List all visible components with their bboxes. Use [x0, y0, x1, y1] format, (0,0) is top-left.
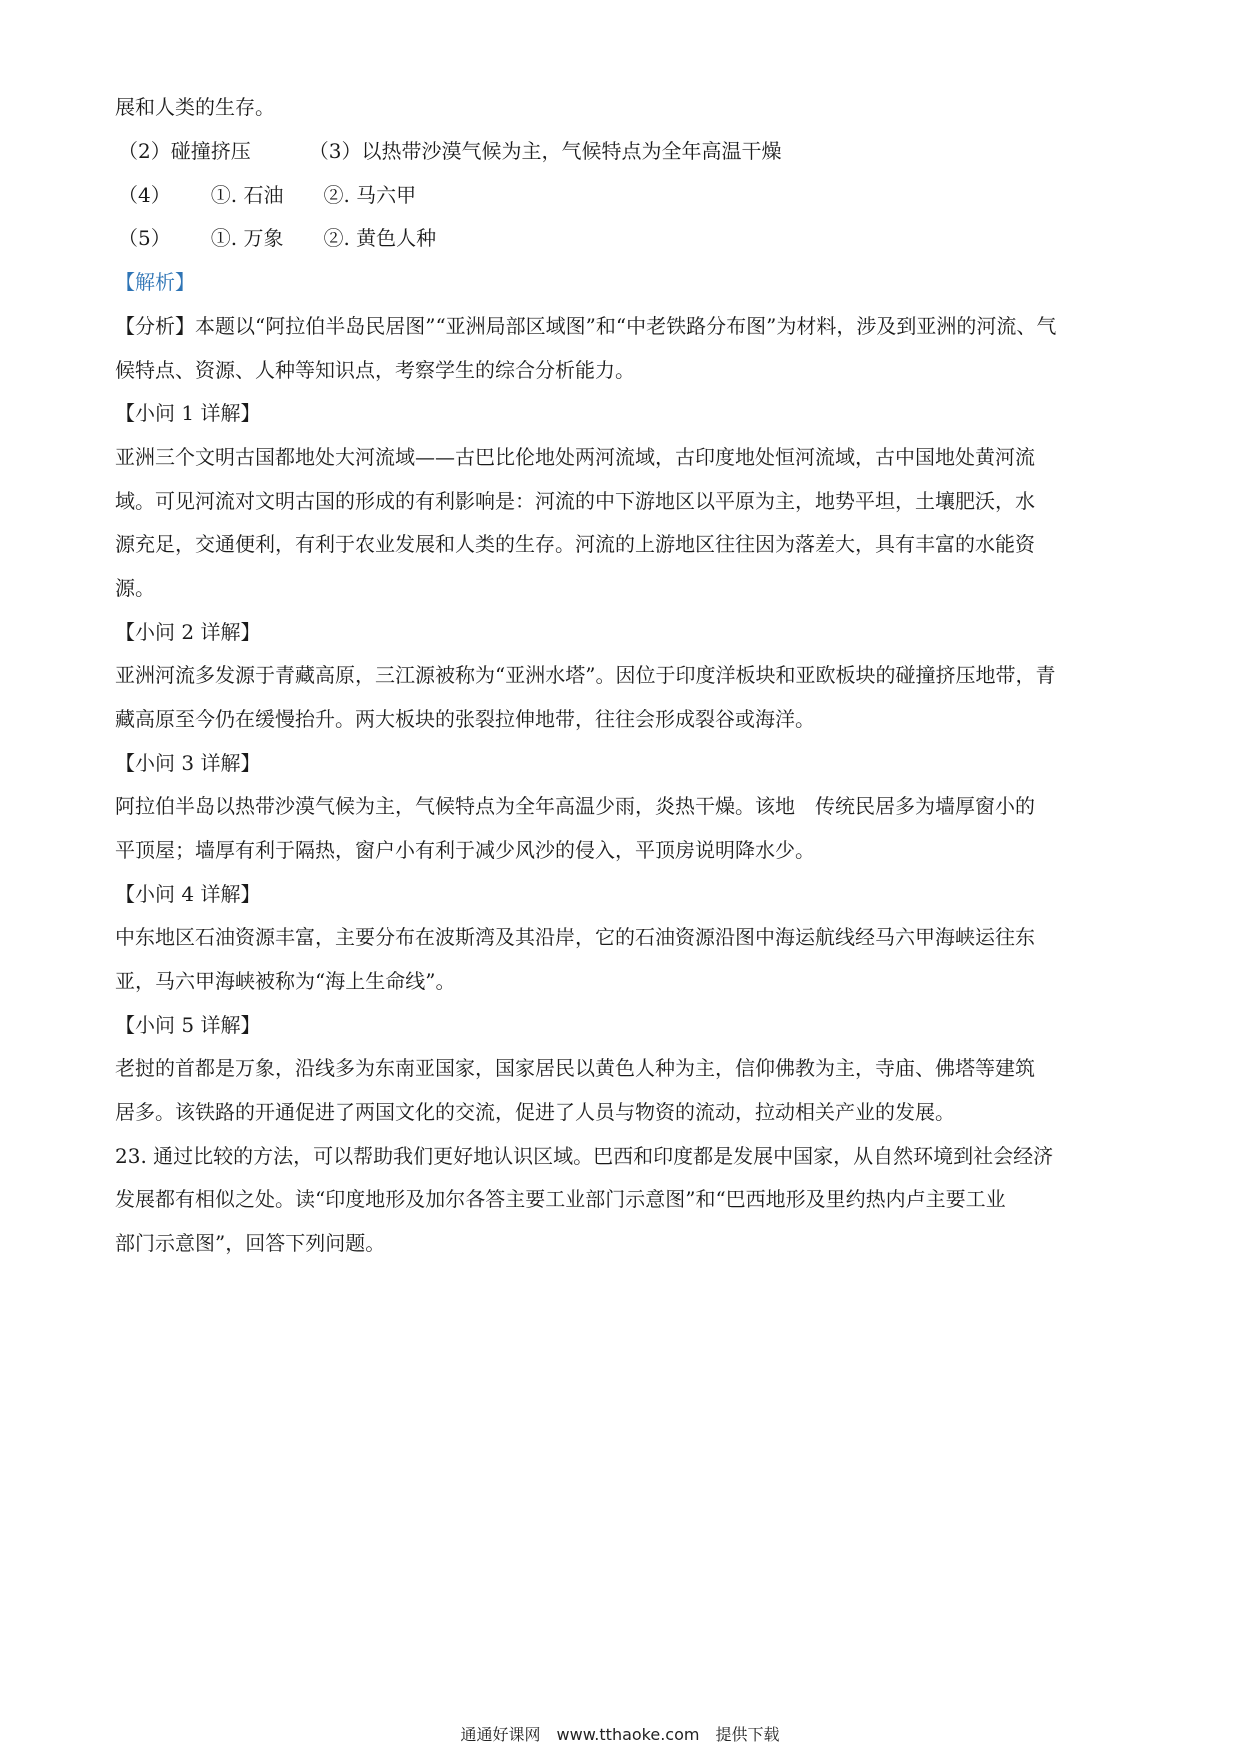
question-5-line-2: 居多。该铁路的开通促进了两国文化的交流，促进了人员与物资的流动，拉动相关产业的发展。	[115, 1100, 955, 1124]
question-3-heading: 【小问 3 详解】	[115, 751, 261, 775]
answer-3: （3）以热带沙漠气候为主，气候特点为全年高温干燥	[308, 139, 782, 163]
answer-4-part-1: ①. 石油	[210, 183, 284, 207]
answer-text-continuation: 展和人类的生存。	[115, 95, 275, 119]
problem-23-line-2: 发展都有相似之处。读“印度地形及加尔各答主要工业部门示意图”和“巴西地形及里约热内卢主要工业	[115, 1187, 1006, 1211]
answer-5-part-2: ②. 黄色人种	[323, 226, 437, 250]
problem-23-line-3: 部门示意图”，回答下列问题。	[115, 1231, 386, 1255]
question-4-line-1: 中东地区石油资源丰富，主要分布在波斯湾及其沿岸，它的石油资源沿图中海运航线经马六甲海峡运往东	[115, 925, 1035, 949]
analysis-intro-line-1: 【分析】本题以“阿拉伯半岛民居图”“亚洲局部区域图”和“中老铁路分布图”为材料，涉及到亚洲的河流、气	[115, 314, 1057, 338]
question-4-heading: 【小问 4 详解】	[115, 882, 261, 906]
question-2-line-2: 藏高原至今仍在缓慢抬升。两大板块的张裂拉伸地带，往往会形成裂谷或海洋。	[115, 707, 815, 731]
answer-5-part-1: ①. 万象	[210, 226, 284, 250]
question-5-line-1: 老挝的首都是万象，沿线多为东南亚国家，国家居民以黄色人种为主，信仰佛教为主，寺庙、佛塔等建筑	[115, 1056, 1035, 1080]
question-1-heading: 【小问 1 详解】	[115, 401, 261, 425]
answer-2-3	[118, 136, 781, 166]
question-1-line-4: 源。	[115, 576, 155, 600]
question-3-line-1: 阿拉伯半岛以热带沙漠气候为主，气候特点为全年高温少雨，炎热干燥。该地 传统民居多为墙厚窗小的	[115, 794, 1035, 818]
answer-2: （2）碰撞挤压	[118, 139, 251, 163]
answer-5-number: （5）	[118, 226, 171, 250]
problem-23-line-1: 23. 通过比较的方法，可以帮助我们更好地认识区域。巴西和印度都是发展中国家，从自然环境到社会经济	[115, 1144, 1054, 1168]
question-1-line-2: 域。可见河流对文明古国的形成的有利影响是：河流的中下游地区以平原为主，地势平坦，土壤肥沃，水	[115, 489, 1035, 513]
analysis-heading: 【解析】	[115, 270, 195, 294]
question-2-line-1: 亚洲河流多发源于青藏高原，三江源被称为“亚洲水塔”。因位于印度洋板块和亚欧板块的碰撞挤压地带，青	[115, 663, 1056, 687]
answer-4	[118, 180, 416, 210]
answer-5	[118, 223, 436, 253]
analysis-intro-line-2: 候特点、资源、人种等知识点，考察学生的综合分析能力。	[115, 358, 635, 382]
question-1-line-3: 源充足，交通便利，有利于农业发展和人类的生存。河流的上游地区往往因为落差大，具有丰富的水能资	[115, 532, 1035, 556]
question-1-line-1: 亚洲三个文明古国都地处大河流域——古巴比伦地处两河流域，古印度地处恒河流域，古中国地处黄河流	[115, 445, 1035, 469]
page-footer: 通通好课网 www.tthaoke.com 提供下载	[460, 1725, 780, 1744]
question-4-line-2: 亚，马六甲海峡被称为“海上生命线”。	[115, 969, 456, 993]
answer-4-part-2: ②. 马六甲	[323, 183, 417, 207]
question-5-heading: 【小问 5 详解】	[115, 1013, 261, 1037]
question-3-line-2: 平顶屋；墙厚有利于隔热，窗户小有利于减少风沙的侵入，平顶房说明降水少。	[115, 838, 815, 862]
question-2-heading: 【小问 2 详解】	[115, 620, 261, 644]
answer-4-number: （4）	[118, 183, 171, 207]
